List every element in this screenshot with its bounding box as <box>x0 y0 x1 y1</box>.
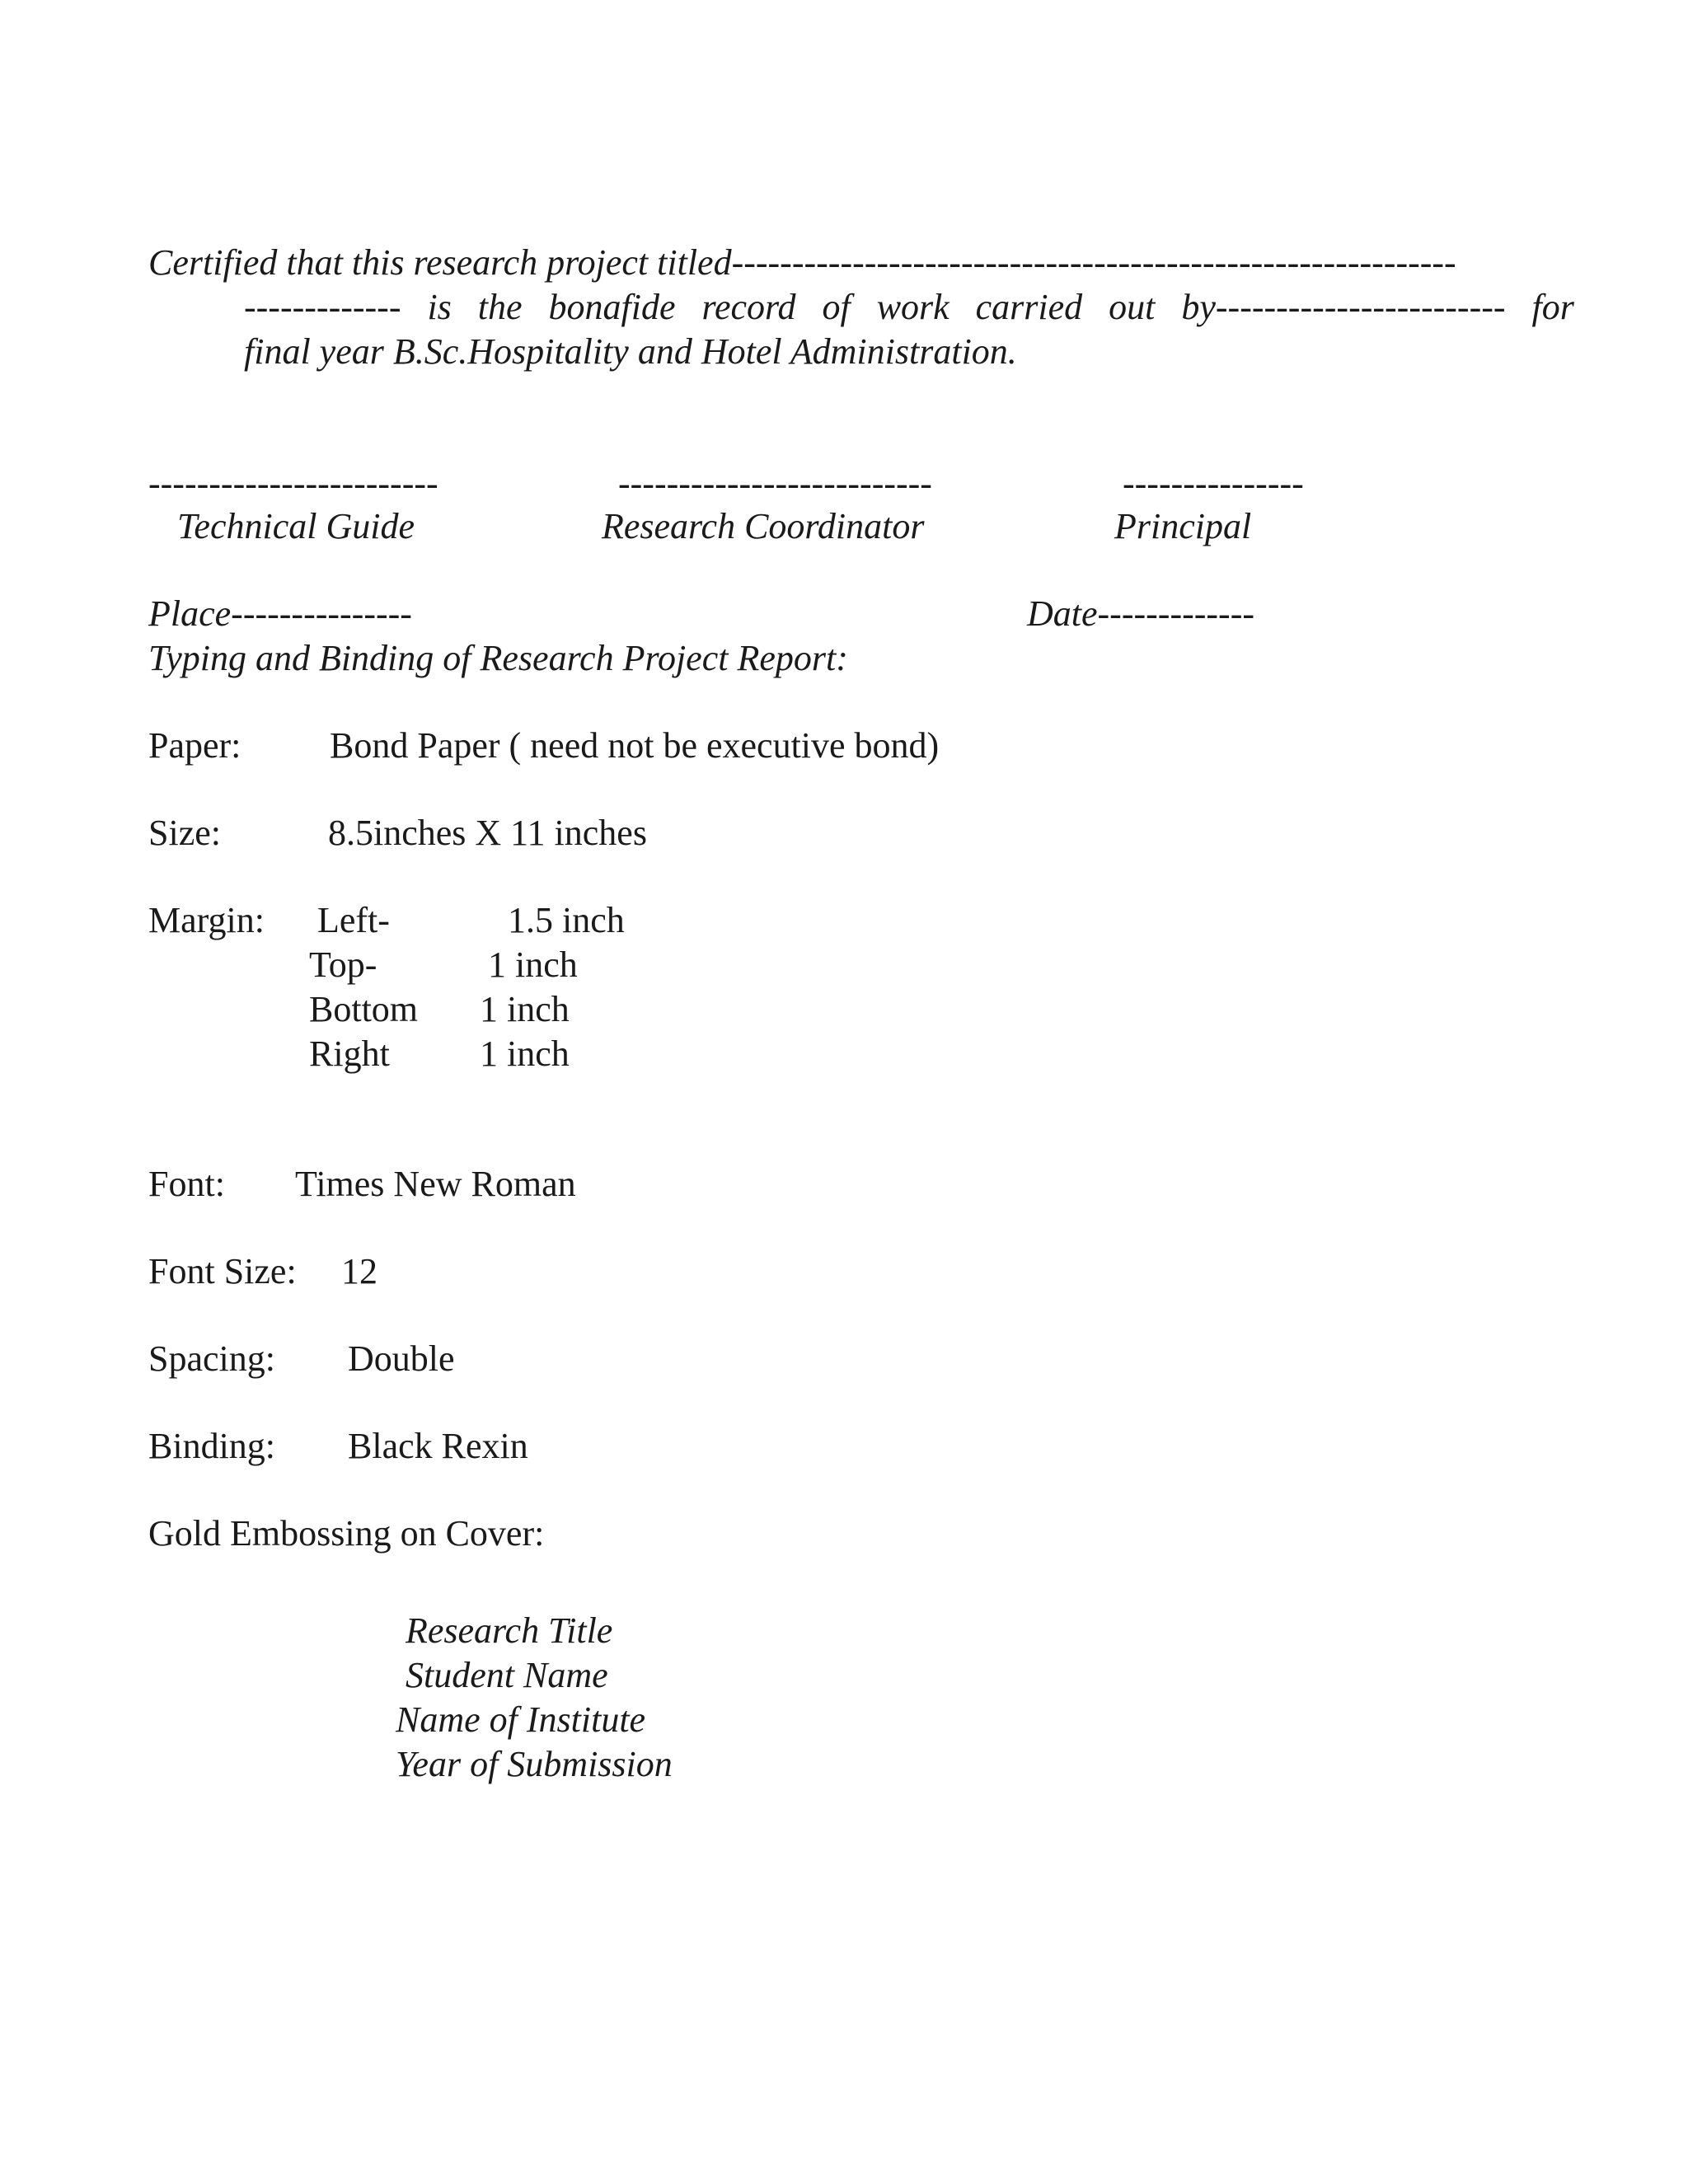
margin-value-bottom: 1 inch <box>480 989 570 1029</box>
cert-word: work <box>876 287 950 327</box>
cert-word: is <box>427 287 452 327</box>
font-size-value: 12 <box>341 1251 377 1291</box>
margin-value-right: 1 inch <box>480 1033 570 1074</box>
certification-paragraph <box>148 241 1574 374</box>
binding-value: Black Rexin <box>348 1426 528 1466</box>
font-size-label: Font Size: <box>148 1251 297 1291</box>
principal-label: Principal <box>1114 506 1252 546</box>
cert-word: carried <box>975 287 1083 327</box>
list-item: Name of Institute <box>396 1699 646 1740</box>
margin-side-left: Left- <box>317 900 390 940</box>
gold-embossing-heading: Gold Embossing on Cover: <box>148 1513 545 1554</box>
margin-side-bottom: Bottom <box>309 989 419 1029</box>
cert-line-3: final year B.Sc.Hospitality and Hotel Administration. <box>244 331 1017 372</box>
spacing-label: Spacing: <box>148 1338 275 1379</box>
margin-value-top: 1 inch <box>488 944 578 985</box>
place-field: Place--------------- <box>148 593 412 634</box>
size-label: Size: <box>148 813 221 853</box>
signature-line-coordinator: -------------------------- <box>618 463 932 504</box>
font-value: Times New Roman <box>295 1164 576 1204</box>
embossing-list <box>396 1609 673 1787</box>
margin-side-right: Right <box>309 1033 390 1074</box>
cert-word: the <box>477 287 523 327</box>
list-item: Research Title <box>406 1610 613 1651</box>
cert-word: by------------------------ <box>1181 287 1506 327</box>
list-item: Student Name <box>406 1655 608 1695</box>
signature-line-principal: --------------- <box>1123 463 1304 504</box>
cert-line-2 <box>148 285 1574 330</box>
cert-word: for <box>1531 287 1574 327</box>
font-label: Font: <box>148 1164 225 1204</box>
cert-word: record <box>701 287 796 327</box>
research-coordinator-label: Research Coordinator <box>602 506 925 546</box>
size-value: 8.5inches X 11 inches <box>328 813 647 853</box>
cert-line-1: Certified that this research project titled------------------------------------------------------------ <box>148 242 1456 283</box>
cert-word: ------------- <box>244 287 401 327</box>
spacing-value: Double <box>348 1338 455 1379</box>
cert-word: out <box>1109 287 1156 327</box>
paper-label: Paper: <box>148 725 241 766</box>
typing-binding-heading: Typing and Binding of Research Project Report: <box>148 638 848 678</box>
list-item: Year of Submission <box>396 1744 673 1784</box>
cert-word: of <box>822 287 851 327</box>
date-field: Date------------- <box>1027 593 1255 634</box>
binding-label: Binding: <box>148 1426 276 1466</box>
margin-side-top: Top- <box>309 944 377 985</box>
technical-guide-label: Technical Guide <box>177 506 415 546</box>
margin-value-left: 1.5 inch <box>508 900 625 940</box>
signature-line-guide: ------------------------ <box>148 463 438 504</box>
margin-label: Margin: <box>148 900 265 940</box>
paper-value: Bond Paper ( need not be executive bond) <box>330 725 940 766</box>
cert-word: bonafide <box>548 287 676 327</box>
